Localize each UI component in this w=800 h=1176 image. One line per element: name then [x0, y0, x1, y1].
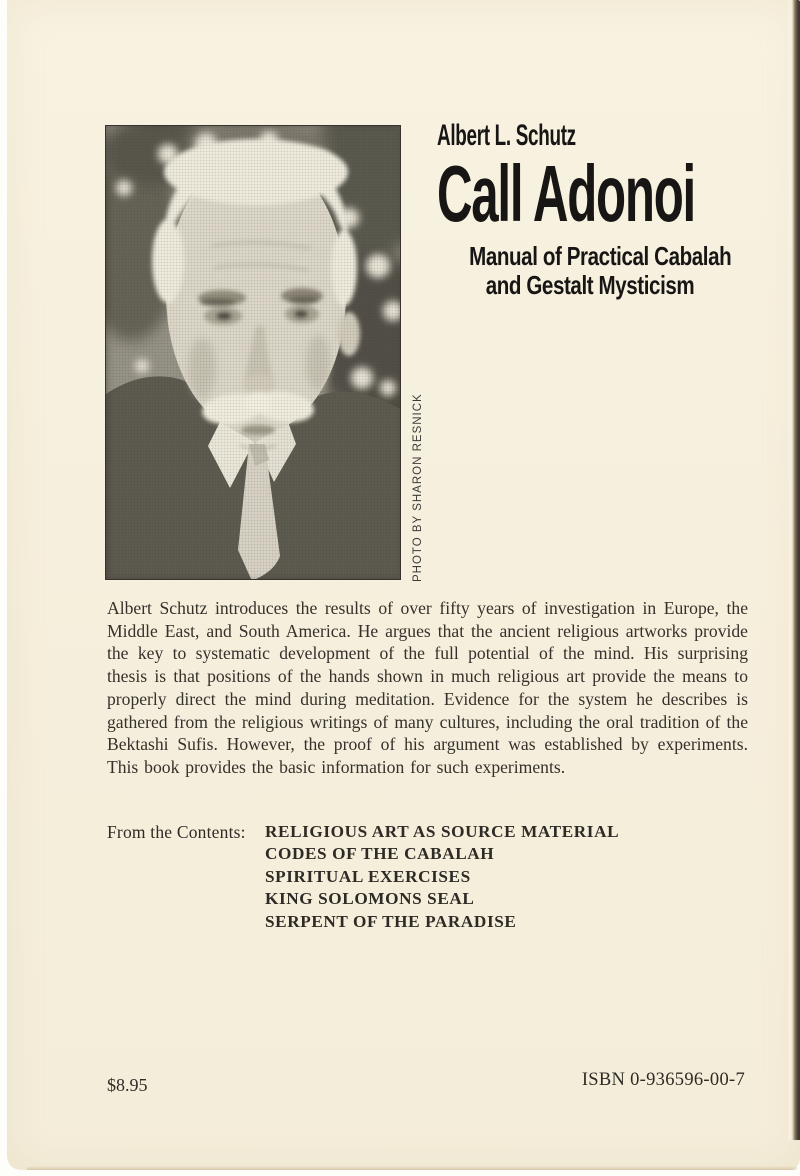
author-portrait-illustration	[106, 126, 401, 580]
book-subtitle	[469, 241, 732, 301]
contents-label: From the Contents:	[107, 822, 246, 842]
contents-item: SPIRITUAL EXERCISES	[265, 866, 471, 886]
isbn: ISBN 0-936596-00-7	[581, 1070, 745, 1090]
contents-list	[265, 821, 619, 933]
author-name: Albert L. Schutz	[437, 119, 576, 152]
contents-item: KING SOLOMONS SEAL	[265, 889, 475, 909]
contents-item: RELIGIOUS ART AS SOURCE MATERIAL	[265, 822, 620, 841]
book-edge-shadow	[792, 0, 800, 1140]
photo-credit: PHOTO BY SHARON RESNICK	[412, 393, 424, 583]
author-photo	[105, 125, 401, 580]
price: $8.95	[107, 1075, 148, 1095]
title-block	[437, 121, 743, 300]
subtitle-line-1: Manual of Practical Cabalah	[469, 241, 732, 271]
subtitle-line-2: and Gestalt Mysticism	[485, 270, 695, 301]
contents-item: SERPENT OF THE PARADISE	[265, 911, 517, 931]
book-back-cover	[7, 0, 800, 1170]
book-title: Call Adonoi	[437, 149, 695, 238]
page-bottom-edge	[27, 1166, 798, 1170]
description-paragraph: Albert Schutz introduces the results of over fifty years of investigation in Europe, the Middle East, and South America. He argues that the ancient religious artworks provide the key to systematic development of the full potential of the mind. His surprising thesis is that positions of the hands shown in much religious art provide the means to properly direct the mind during meditation. Evidence for the system he describes is gathered from the religious writings of many cultures, including the oral tradition of the Bektashi Sufis. However, the proof of his argument was established by experiments. This book provides the basic information for such experiments.	[107, 598, 748, 777]
contents-item: CODES OF THE CABALAH	[265, 844, 495, 864]
